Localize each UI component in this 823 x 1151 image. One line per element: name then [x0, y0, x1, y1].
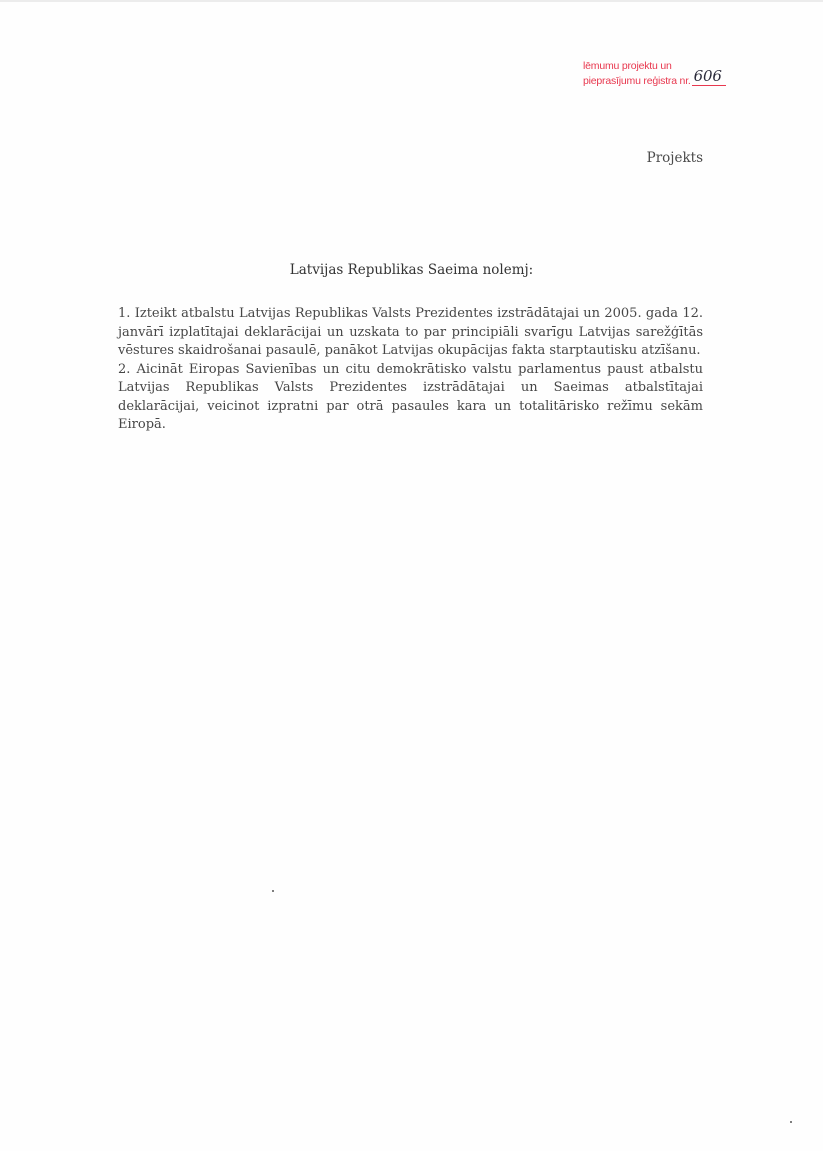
stamp-line-2-text: pieprasījumu reģistra nr. — [583, 75, 691, 87]
stamp-line-2 — [583, 67, 753, 88]
document-heading: Latvijas Republikas Saeima nolemj: — [289, 262, 534, 278]
paragraph-1: 1. Izteikt atbalstu Latvijas Republikas Valsts Prezidentes izstrādātajai un 2005. gada 12. janvārī izplatītajai deklarācijai un uzskata to par principiāli svarīgu Latvijas sarežģītās vēstures skaidrošanai pasaulē, panākot Latvijas okupācijas fakta starptautisku atzīšanu. — [118, 306, 703, 358]
registry-stamp — [583, 60, 753, 88]
registry-number: 606 — [692, 67, 726, 86]
stamp-line-1: lēmumu projektu un — [583, 60, 672, 72]
scan-speck — [272, 890, 274, 892]
document-label: Projekts — [646, 150, 703, 166]
scan-edge — [0, 0, 823, 2]
scan-speck — [790, 1121, 792, 1123]
document-body — [118, 305, 703, 435]
paragraph-2: 2. Aicināt Eiropas Savienības un citu demokrātisko valstu parlamentus paust atbalstu Latvijas Republikas Valsts Prezidentes izstrādātajai un Saeimas atbalstītajai deklarācijai, veicinot izpratni par otrā pasaules kara un totalitārisko režīmu sekām Eiropā. — [118, 361, 703, 432]
